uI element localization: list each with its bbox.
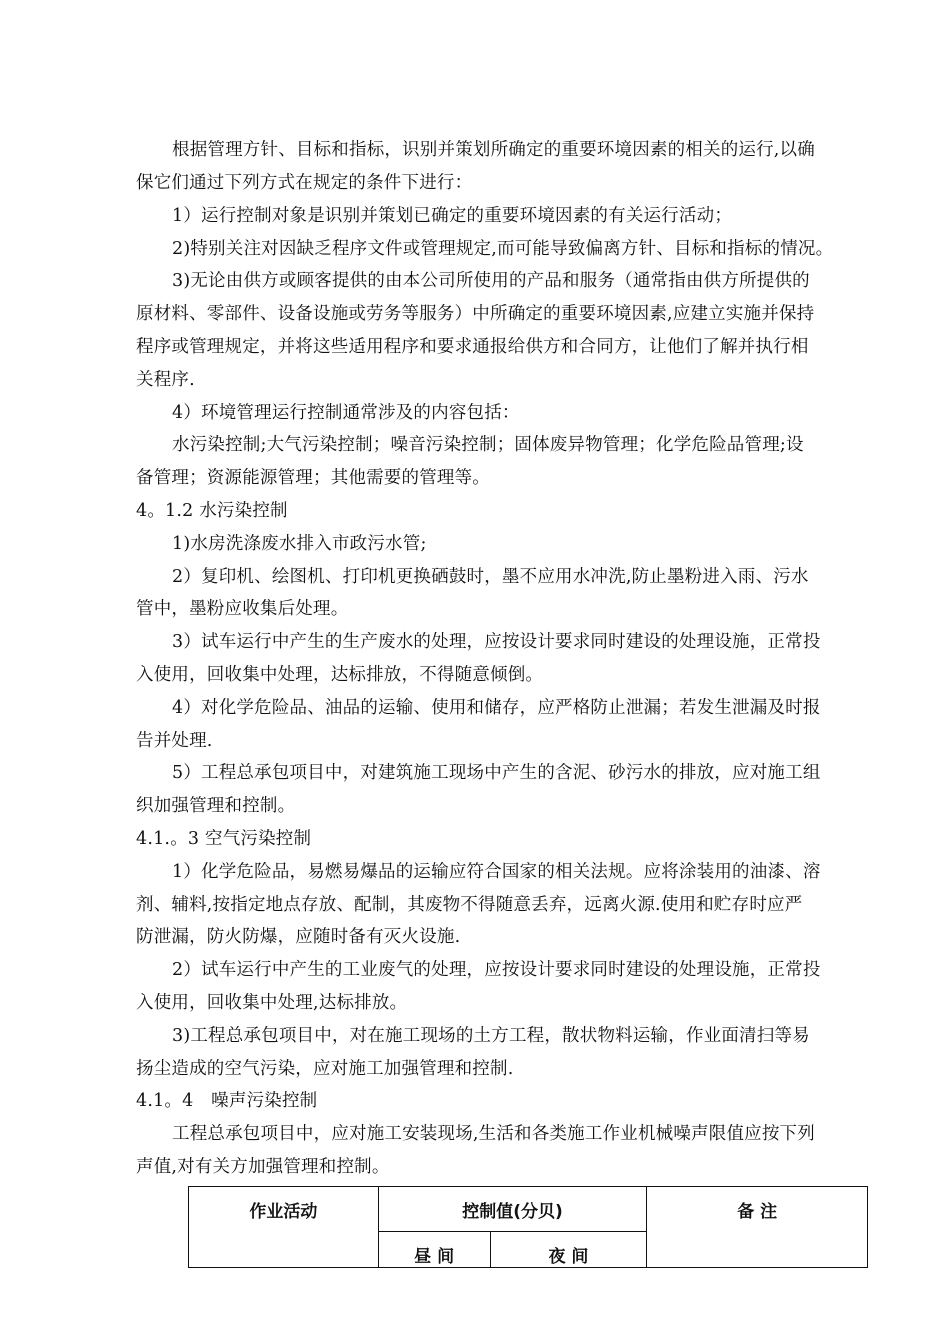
paragraph-line: 3)工程总承包项目中，对在施工现场的土方工程，散状物料运输，作业面清扫等易 [172,1026,810,1046]
paragraph-line: 管中，墨粉应收集后处理。 [136,599,349,619]
header-remark: 备 注 [647,1187,868,1268]
paragraph-line: 4）环境管理运行控制通常涉及的内容包括： [172,403,520,423]
header-control-value: 控制值(分贝) [378,1187,647,1232]
paragraph-line: 入使用，回收集中处理,达标排放。 [136,993,408,1013]
paragraph-line: 根据管理方针、目标和指标，识别并策划所确定的重要环境因素的相关的运行,以确 [172,140,815,160]
header-activity: 作业活动 [189,1187,379,1268]
paragraph-line: 1）运行控制对象是识别并策划已确定的重要环境因素的有关运行活动； [172,206,733,226]
paragraph-line: 原材料、零部件、设备设施或劳务等服务）中所确定的重要环境因素,应建立实施并保持 [136,304,815,324]
paragraph-line: 备管理；资源能源管理；其他需要的管理等。 [136,468,490,488]
section-heading: 4.1.。3 空气污染控制 [136,829,312,849]
paragraph-line: 剂、辅料,按指定地点存放、配制，其废物不得随意丢弃，远离火源.使用和贮存时应严 [136,895,803,915]
paragraph-line: 防泄漏，防火防爆，应随时备有灭火设施. [136,927,461,947]
paragraph-line: 2）复印机、绘图机、打印机更换硒鼓时，墨不应用水冲洗,防止墨粉进入雨、污水 [172,567,809,587]
paragraph-line: 织加强管理和控制。 [136,796,296,816]
section-heading: 4.1。4 噪声污染控制 [136,1091,318,1111]
paragraph-line: 保它们通过下列方式在规定的条件下进行： [136,173,473,193]
paragraph-line: 3）试车运行中产生的生产废水的处理，应按设计要求同时建设的处理设施，正常投 [172,632,821,652]
paragraph-line: 3)无论由供方或顾客提供的由本公司所使用的产品和服务（通常指由供方所提供的 [172,271,810,291]
paragraph-line: 扬尘造成的空气污染，应对施工加强管理和控制. [136,1059,514,1079]
paragraph-line: 5）工程总承包项目中，对建筑施工现场中产生的含泥、砂污水的排放，应对施工组 [172,763,821,783]
paragraph-line: 入使用，回收集中处理，达标排放，不得随意倾倒。 [136,665,544,685]
paragraph-line: 程序或管理规定，并将这些适用程序和要求通报给供方和合同方，让他们了解并执行相 [136,337,809,357]
paragraph-line: 1)水房洗涤废水排入市政污水管; [172,534,427,554]
paragraph-line: 1）化学危险品，易燃易爆品的运输应符合国家的相关法规。应将涂装用的油漆、溶 [172,862,821,882]
section-heading: 4。1.2 水污染控制 [136,501,288,521]
paragraph-line: 2）试车运行中产生的工业废气的处理，应按设计要求同时建设的处理设施，正常投 [172,960,821,980]
paragraph-line: 工程总承包项目中，应对施工安装现场,生活和各类施工作业机械噪声限值应按下列 [172,1124,815,1144]
paragraph-line: 2)特别关注对因缺乏程序文件或管理规定,而可能导致偏离方针、目标和指标的情况。 [172,239,834,259]
paragraph-line: 4）对化学危险品、油品的运输、使用和储存，应严格防止泄漏；若发生泄漏及时报 [172,698,821,718]
header-daytime: 昼 间 [378,1232,490,1268]
noise-limit-table [188,1186,868,1268]
table-header-row [189,1187,868,1232]
paragraph-line: 声值,对有关方加强管理和控制。 [136,1157,390,1177]
header-nighttime: 夜 间 [490,1232,647,1268]
paragraph-line: 水污染控制;大气污染控制；噪音污染控制；固体废异物管理；化学危险品管理;设 [172,435,804,455]
paragraph-line: 关程序. [136,370,195,390]
paragraph-line: 告并处理. [136,731,213,751]
